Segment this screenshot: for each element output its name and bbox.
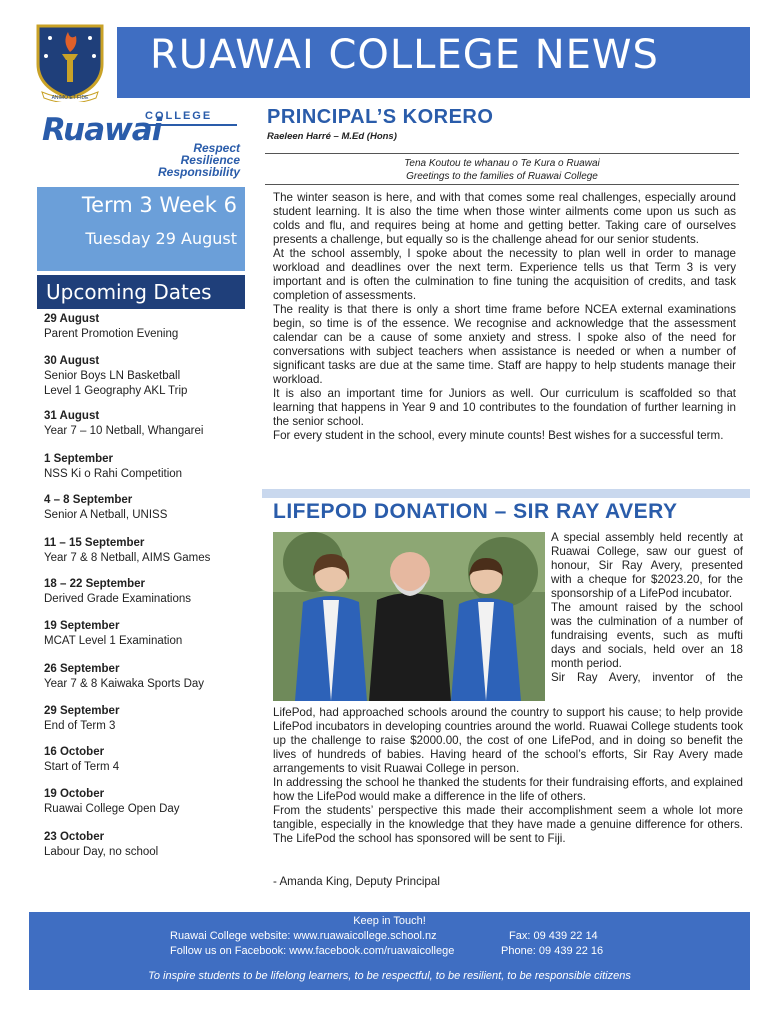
newsletter-title: RUAWAI COLLEGE NEWS (150, 32, 659, 78)
event-item (44, 409, 203, 439)
paragraph: From the students’ perspective this made their accomplishment seem a whole lot more tangible, especially in the knowledge that they have made a genuine difference for others. The LifePod the school has sponsored will be sent to Fiji. (273, 804, 743, 845)
event-date: 11 – 15 September (44, 537, 145, 549)
divider (265, 153, 739, 154)
event-description: Senior Boys LN Basketball (44, 370, 181, 382)
footer-phone: Phone: 09 439 22 16 (501, 945, 604, 957)
event-item (44, 536, 210, 566)
upcoming-dates-title: Upcoming Dates (46, 280, 212, 304)
paragraph: In addressing the school he thanked the students for their fundraising efforts, and explained how the LifePod would make a difference in the life of others. (273, 776, 743, 803)
principal-article-body (273, 191, 736, 443)
lifepod-heading: LIFEPOD DONATION – SIR RAY AVERY (273, 500, 678, 523)
principal-author: Raeleen Harré – M.Ed (Hons) (267, 131, 397, 142)
footer-title: Keep in Touch! (353, 915, 426, 927)
greeting-maori: Tena Koutou te whanau o Te Kura o Ruawai (404, 158, 600, 169)
paragraph: LifePod, had approached schools around the country to support his cause; to help provide LifePod incubators in developing countries around the world. Ruawai College students took up the challenge to raise $2000.00, the cost of one LifePod, and in doing so benefit the lives of hundreds of babies. Having heard of the school’s efforts, Sir Ray Avery made arrangements to visit Ruawai College in person. (273, 706, 743, 775)
paragraph: The amount raised by the school was the culmination of a number of fundraising events, such as mufti days and socials, held over an 18 month period. (551, 601, 743, 670)
footer-facebook[interactable]: Follow us on Facebook: www.facebook.com/ruawaicollege (170, 945, 455, 957)
event-description: Start of Term 4 (44, 761, 120, 773)
event-description: End of Term 3 (44, 720, 116, 732)
event-description: Parent Promotion Evening (44, 328, 179, 340)
school-crest (32, 22, 108, 102)
event-item (44, 787, 180, 817)
lifepod-side-text (551, 531, 743, 685)
greeting-english: Greetings to the families of Ruawai College (406, 171, 598, 182)
principal-heading: PRINCIPAL’S KORERO (267, 106, 494, 128)
event-description: Level 1 Geography AKL Trip (44, 385, 188, 397)
event-item (44, 312, 178, 342)
event-description: Year 7 – 10 Netball, Whangarei (44, 425, 204, 437)
event-date: 31 August (44, 410, 100, 422)
event-description: Senior A Netball, UNISS (44, 509, 168, 521)
event-date: 29 September (44, 705, 120, 717)
paragraph: At the school assembly, I spoke about the necessity to plan well in order to manage workload and deadlines over the next term. Experience tells us that Term 3 is very important and is often the culmination to fine tuning the acquisition of credits, and task completion of assessments. (273, 247, 736, 302)
event-item (44, 354, 187, 399)
paragraph: It is also an important time for Juniors as well. Our curriculum is scaffolded so that learning that happens in Year 9 and 10 contributes to the foundation of further learning in the senior school. (273, 387, 736, 428)
logo-college-label: COLLEGE (145, 110, 213, 122)
event-description: MCAT Level 1 Examination (44, 635, 183, 647)
event-item (44, 662, 204, 692)
logo-tagline-resilience: Resilience (180, 153, 240, 167)
paragraph: A special assembly held recently at Ruawai College, saw our guest of honour, Sir Ray Avery, presented with a cheque for $2023.20, for the sponsorship of a LifePod incubator. (551, 531, 743, 600)
paragraph: Sir Ray Avery, inventor of the (551, 671, 743, 684)
section-bar (262, 489, 750, 498)
lifepod-article-body (273, 706, 743, 846)
divider (265, 184, 739, 185)
event-description: Ruawai College Open Day (44, 803, 180, 815)
event-date: 29 August (44, 313, 100, 325)
footer-motto: To inspire students to be lifelong learners, to be respectful, to be resilient, to be responsible citizens (148, 970, 631, 982)
event-item (44, 830, 158, 860)
event-date: 19 October (44, 788, 105, 800)
logo-tagline-responsibility: Responsibility (157, 165, 240, 179)
event-date: 1 September (44, 453, 114, 465)
logo-wordmark: Ruawai (42, 112, 162, 148)
paragraph: The reality is that there is only a short time frame before NCEA external examinations begin, so time is of the essence. We recognise and acknowledge that the assessment calendar can be a cause of some anxiety and stress. I spoke also of the need for conversations with subject teachers when assistance is needed or when a number of significant tasks are due at the same time. Staff are happy to help students manage their workload. (273, 303, 736, 386)
event-item (44, 619, 182, 649)
event-date: 4 – 8 September (44, 494, 133, 506)
event-description: Derived Grade Examinations (44, 593, 192, 605)
event-item (44, 745, 119, 775)
event-date: 23 October (44, 831, 105, 843)
event-date: 19 September (44, 620, 120, 632)
event-date: 30 August (44, 355, 100, 367)
event-description: Labour Day, no school (44, 846, 159, 858)
term-week: Term 3 Week 6 (81, 193, 237, 217)
paragraph: The winter season is here, and with that comes some real challenges, especially around student learning. It is also the time when those winter ailments come upon us such as colds and flu, and requires being at home and getting better. Taking care of ourselves presents a challenge, but equally so is the challenge ahead for our senior students. (273, 191, 736, 246)
event-date: 18 – 22 September (44, 578, 146, 590)
event-date: 26 September (44, 663, 120, 675)
event-item (44, 493, 167, 523)
event-item (44, 452, 182, 482)
footer-fax: Fax: 09 439 22 14 (509, 930, 598, 942)
event-description: Year 7 & 8 Netball, AIMS Games (44, 552, 211, 564)
event-item (44, 704, 119, 734)
event-description: Year 7 & 8 Kaiwaka Sports Day (44, 678, 205, 690)
assembly-photo (273, 532, 545, 701)
article-signature: - Amanda King, Deputy Principal (273, 875, 440, 888)
logo-tagline-respect: Respect (193, 141, 240, 155)
paragraph: For every student in the school, every minute counts! Best wishes for a successful term. (273, 429, 724, 442)
crest-motto: ANIMO ET FIDE (51, 95, 89, 101)
event-description: NSS Ki o Rahi Competition (44, 468, 183, 480)
issue-date: Tuesday 29 August (85, 229, 237, 248)
event-item (44, 577, 191, 607)
event-date: 16 October (44, 746, 105, 758)
footer-website[interactable]: Ruawai College website: www.ruawaicollege.school.nz (170, 930, 437, 942)
